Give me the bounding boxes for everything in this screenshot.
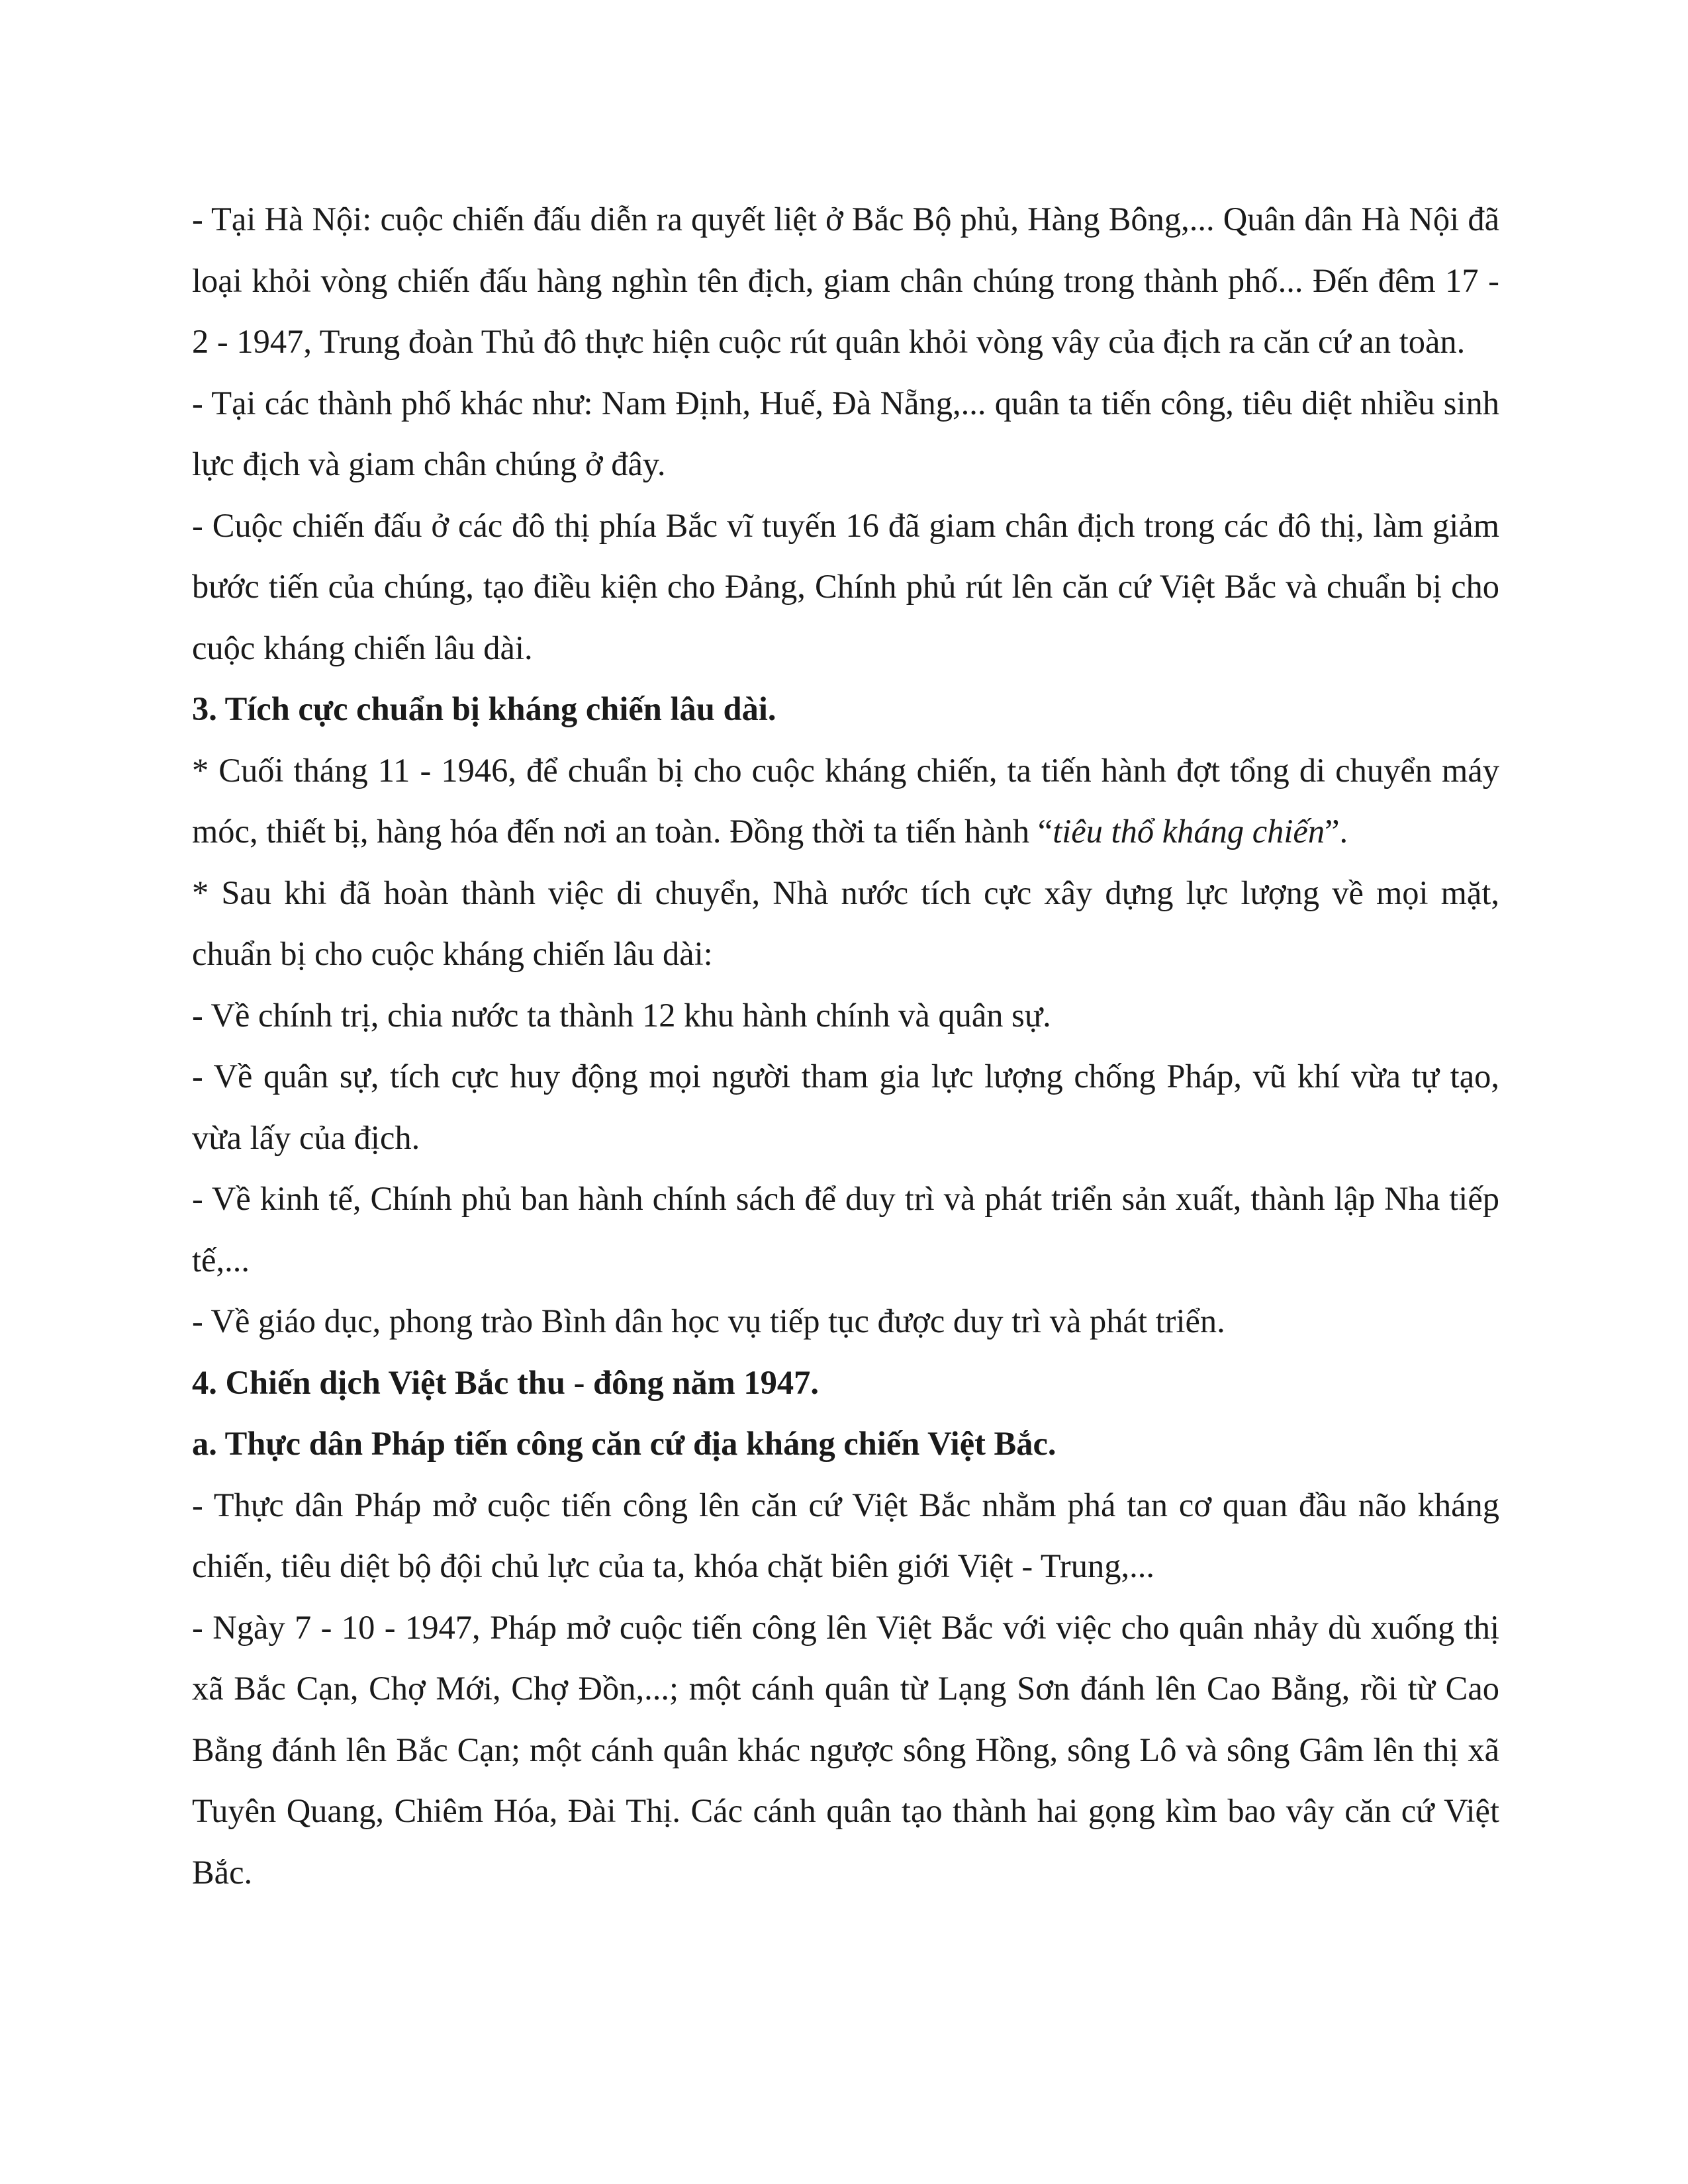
paragraph-education: - Về giáo dục, phong trào Bình dân học vụ tiếp tục được duy trì và phát triển. [192, 1302, 1225, 1340]
paragraph-end-november-1946 [192, 740, 1499, 862]
paragraph-french-goal: - Thực dân Pháp mở cuộc tiến công lên căn cứ Việt Bắc nhằm phá tan cơ quan đầu não kháng chiến, tiêu diệt bộ đội chủ lực của ta, khóa chặt biên giới Việt - Trung,... [192, 1486, 1499, 1584]
paragraph-build-forces: * Sau khi đã hoàn thành việc di chuyển, Nhà nước tích cực xây dựng lực lượng về mọi mặt, chuẩn bị cho cuộc kháng chiến lâu dài: [192, 874, 1499, 972]
document-page [192, 189, 1499, 1903]
paragraph-economy: - Về kinh tế, Chính phủ ban hành chính sách để duy trì và phát triển sản xuất, thành lập Nha tiếp tế,... [192, 1180, 1499, 1279]
paragraph-other-cities: - Tại các thành phố khác như: Nam Định, Huế, Đà Nẵng,... quân ta tiến công, tiêu diệt nhiều sinh lực địch và giam chân chúng ở đây. [192, 384, 1499, 482]
italic-phrase: tiêu thổ kháng chiến [1053, 813, 1325, 850]
section-heading-4: 4. Chiến dịch Việt Bắc thu - đông năm 1947. [192, 1363, 819, 1401]
paragraph-october-1947-attack: - Ngày 7 - 10 - 1947, Pháp mở cuộc tiến công lên Việt Bắc với việc cho quân nhảy dù xuống thị xã Bắc Cạn, Chợ Mới, Chợ Đồn,...; một cánh quân từ Lạng Sơn đánh lên Cao Bằng, rồi từ Cao Bằng đánh lên Bắc Cạn; một cánh quân khác ngược sông Hồng, sông Lô và sông Gâm lên thị xã Tuyên Quang, Chiêm Hóa, Đài Thị. Các cánh quân tạo thành hai gọng kìm bao vây căn cứ Việt Bắc. [192, 1608, 1499, 1891]
section-heading-3: 3. Tích cực chuẩn bị kháng chiến lâu dài. [192, 690, 776, 727]
text-run: * Cuối tháng 11 - 1946, để chuẩn bị cho cuộc kháng chiến, ta tiến hành đợt tổng di chuyển máy móc, thiết bị, hàng hóa đến nơi an toàn. Đồng thời ta tiến hành “ [192, 751, 1499, 850]
subsection-heading-4a: a. Thực dân Pháp tiến công căn cứ địa kháng chiến Việt Bắc. [192, 1425, 1056, 1462]
paragraph-politics: - Về chính trị, chia nước ta thành 12 khu hành chính và quân sự. [192, 996, 1051, 1034]
paragraph-military: - Về quân sự, tích cực huy động mọi người tham gia lực lượng chống Pháp, vũ khí vừa tự tạo, vừa lấy của địch. [192, 1058, 1499, 1156]
text-run: ”. [1325, 813, 1348, 850]
paragraph-north-cities-result: - Cuộc chiến đấu ở các đô thị phía Bắc vĩ tuyến 16 đã giam chân địch trong các đô thị, làm giảm bước tiến của chúng, tạo điều kiện cho Đảng, Chính phủ rút lên căn cứ Việt Bắc và chuẩn bị cho cuộc kháng chiến lâu dài. [192, 506, 1499, 666]
paragraph-hanoi: - Tại Hà Nội: cuộc chiến đấu diễn ra quyết liệt ở Bắc Bộ phủ, Hàng Bông,... Quân dân Hà Nội đã loại khỏi vòng chiến đấu hàng nghìn tên địch, giam chân chúng trong thành phố... Đến đêm 17 - 2 - 1947, Trung đoàn Thủ đô thực hiện cuộc rút quân khỏi vòng vây của địch ra căn cứ an toàn. [192, 201, 1499, 360]
